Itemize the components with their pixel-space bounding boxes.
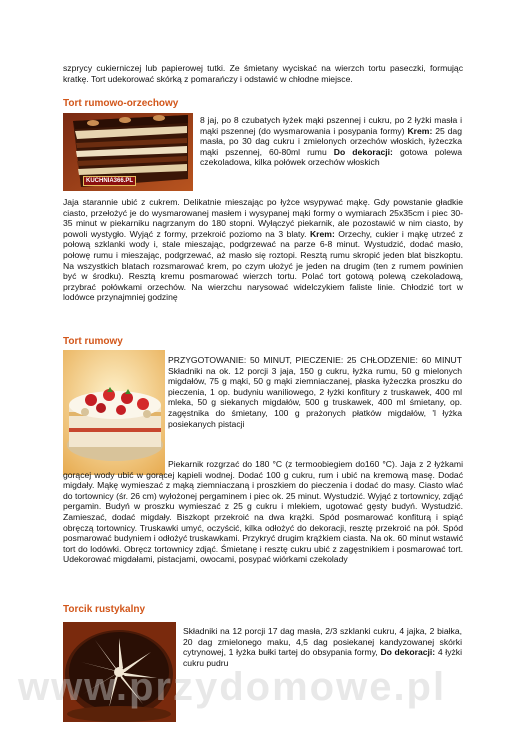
recipe-title-tort-rumowy: Tort rumowy [63, 336, 123, 347]
recipe-title-torcik-rustykalny: Torcik rustykalny [63, 604, 146, 615]
recipe-title-tort-rumowo-orzechowy: Tort rumowo-orzechowy [63, 98, 179, 109]
photo-site-badge: KUCHNIA366.PL [83, 176, 136, 186]
recipe2-ingredients: PRZYGOTOWANIE: 50 MINUT, PIECZENIE: 25 CHŁODZENIE: 60 MINUT Składniki na ok. 12 porcji 3 jaja, 150 g cukru, łyżka rumu, 50 g mielonych migdałów, 75 g mąki, 50 g mąki ziemniaczanej, płaska łyżeczka proszku do pieczenia, 1 op. budyniu waniliowego, 2 łyżki konfitury z truskawek, 400 ml mleka, 50 g siekanych migdałów, 500 g truskawek, 400 ml śmietany, op. zagęstnika do śmietany, 100 g prażonych płatków migdałów, 'l łyżka posiekanych pistacji [168, 355, 462, 429]
recipe1-ingredients: 8 jaj, po 8 czubatych łyżek mąki pszennej i cukru, po 2 łyżki masła i mąki pszennej (do wysmarowania i posypania formy) Krem: 25 dag masła, po 30 dag cukru i zmielonych orzechów włoskich, łyżeczka mąki pszennej, 60-80ml rumu Do dekoracji: gotowa polewa czekoladowa, kilka połówek orzechów włoskich [200, 115, 462, 168]
recipe1-method: Jaja starannie ubić z cukrem. Delikatnie mieszając po łyżce wsypywać mąkę. Gdy powstanie gładkie ciasto, przełożyć je do wysmarowanej masłem i wysypanej mąki formy o wymiarach 25x35cm i piec 30-35 minut w piekarniku nagrzanym do 180 stopni. Wyłączyć piekarnik, ale pozostawić w nim ciasto, by powoli wystygło. Wyjąć z formy, przekroić poziomo na 3 blaty. Krem: Orzechy, cukier i mąkę utrzeć z połową szklanki wody i, stale mieszając, podgrzewać na parze 6-8 minut. Wystudzić, dodać masło, połowę rumu i mieszając, podgrzewać, aż masło się roztopi. Resztą rumu skropić jeden blat biszkoptu. Na wszystkich blatach rozsmarować krem, po czym ułożyć je jeden na drugim (ten z rumem powinien być w środku). Resztą kremu posmarować wierzch tortu. Polać tort gotową polewą czekoladową, przybrać połówkami orzechów. Na wierzchu narysować widelczykiem faliste linie. Chłodzić tort w lodówce przynajmniej godzinę [63, 197, 463, 303]
intro-paragraph: szprycy cukierniczej lub papierowej tutki. Ze śmietany wyciskać na wierzch tortu paseczki, formując kratkę. Tort udekorować skórką z pomarańczy i odstawić w chłodne miejsce. [63, 63, 463, 84]
recipe2-method: Piekarnik rozgrzać do 180 °C (z termoobiegiem do160 °C). Jaja z 2 łyżkami gorącej wody ubić w gorącej kąpieli wodnej. Dodać 100 g cukru, rum i ubić na kremową masę. Dodać migdały. Mąkę wymieszać z mąką ziemniaczaną i proszkiem do pieczenia i dodać do masy. Ciasto wlać do tortownicy (śr. 26 cm) wyłożonej pergaminem i piec ok. 25 minut. Wystudzić. Wyjąć z tortownicy, zdjąć pergamin. Budyń w proszku wymieszać z 25 g cukru i mlekiem, ugotować gęsty budyń. Wystudzić. Zamieszać, dodać migdały. Biszkopt przekroić na dwa krążki. Spód posmarować konfiturą i spiąć obręczą tortownicy. Truskawki umyć, oczyścić, kilka odłożyć do dekoracji, resztę przekroić na pół. Spód posmarować budyniem i odłożyć truskawkami. Przykryć drugim krążkiem ciasta. Na ok. 60 minut wstawić tort do lodówki. Obręcz tortownicy zdjąć. Śmietanę i resztę cukru ubić z zagęstnikiem i posmarować tort. Udekorować migdałami, pistacjami, owocami, posypać wiórkami czekolady [63, 459, 463, 565]
recipe3-ingredients: Składniki na 12 porcji 17 dag masła, 2/3 szklanki cukru, 4 jajka, 2 białka, 20 dag zmielonego maku, 4,5 dag posiekanej kandyzowanej skórki cytrynowej, 1 łyżka bułki tartej do obsypania formy, Do dekoracji: 4 łyżki cukru pudru [183, 626, 462, 668]
cake-photo-layered [63, 113, 193, 191]
site-watermark: www.przydomowe.pl [18, 665, 447, 709]
cake-photo-strawberry [63, 350, 165, 475]
